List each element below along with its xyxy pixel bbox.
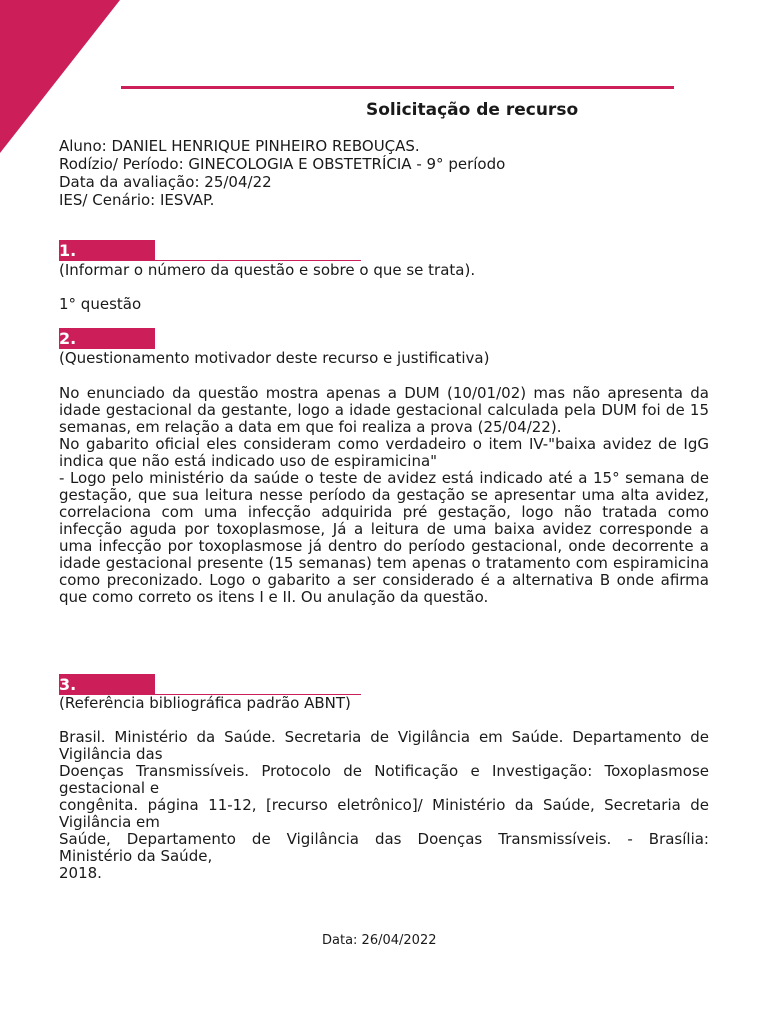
section-3-number: 3. — [59, 674, 155, 695]
section-2-paragraph: No enunciado da questão mostra apenas a DUM (10/01/02) mas não apresenta da idade gestacional da gestante, logo a idade gestacional calculada pela DUM foi de 15 semanas, em relação a data em que foi realiza a prova (25/04/22). — [59, 384, 709, 436]
info-exam-date: Data da avaliação: 25/04/22 — [59, 173, 272, 191]
header-rule — [121, 86, 674, 89]
section-3-reference — [59, 729, 709, 882]
section-2-paragraph: No gabarito oficial eles consideram como verdadeiro o item IV-"baixa avidez de IgG indica que não está indicado uso de espiramicina" — [59, 435, 709, 470]
section-1-number: 1. — [59, 240, 155, 261]
page-title: Solicitação de recurso — [366, 100, 579, 120]
reference-line: Brasil. Ministério da Saúde. Secretaria de Vigilância em Saúde. Departamento de — [59, 728, 709, 746]
reference-line: 2018. — [59, 864, 102, 882]
reference-line: Vigilância das — [59, 745, 163, 763]
section-1-body: 1° questão — [59, 295, 142, 313]
section-2-subtitle: (Questionamento motivador deste recurso e justificativa) — [59, 349, 490, 367]
section-2-number: 2. — [59, 328, 155, 349]
reference-line: congênita. página 11-12, [recurso eletrônico]/ Ministério da Saúde, Secretaria de — [59, 796, 709, 814]
section-2-body — [59, 385, 709, 606]
reference-line: Ministério da Saúde, — [59, 847, 213, 865]
footer-date: Data: 26/04/2022 — [322, 933, 437, 948]
student-info — [59, 137, 505, 209]
reference-line: Saúde, Departamento de Vigilância das Doenças Transmissíveis. - Brasília: — [59, 830, 709, 848]
section-1-subtitle: (Informar o número da questão e sobre o que se trata). — [59, 261, 476, 279]
section-2-paragraph: - Logo pelo ministério da saúde o teste de avidez está indicado até a 15° semana de gestação, que sua leitura nesse período da gestação se apresentar uma alta avidez, correlaciona com uma infecção adquirida pré gestação, logo não tratada como infecção aguda por toxoplasmose, Já a leitura de uma baixa avidez corresponde a uma infecção por toxoplasmose já dentro do período gestacional, onde decorrente a idade gestacional presente (15 semanas) tem apenas o tratamento com espiramicina como preconizado. Logo o gabarito a ser considerado é a alternativa B onde afirma que como correto os itens I e II. Ou anulação da questão. — [59, 469, 709, 606]
section-3-subtitle: (Referência bibliográfica padrão ABNT) — [59, 694, 351, 712]
reference-line: gestacional e — [59, 779, 160, 797]
reference-line: Doenças Transmissíveis. Protocolo de Notificação e Investigação: Toxoplasmose — [59, 762, 709, 780]
info-rotation: Rodízio/ Período: GINECOLOGIA E OBSTETRÍCIA - 9° período — [59, 155, 506, 173]
info-institution: IES/ Cenário: IESVAP. — [59, 191, 215, 209]
reference-line: Vigilância em — [59, 813, 160, 831]
info-student: Aluno: DANIEL HENRIQUE PINHEIRO REBOUÇAS. — [59, 137, 420, 155]
corner-decoration — [0, 0, 122, 155]
